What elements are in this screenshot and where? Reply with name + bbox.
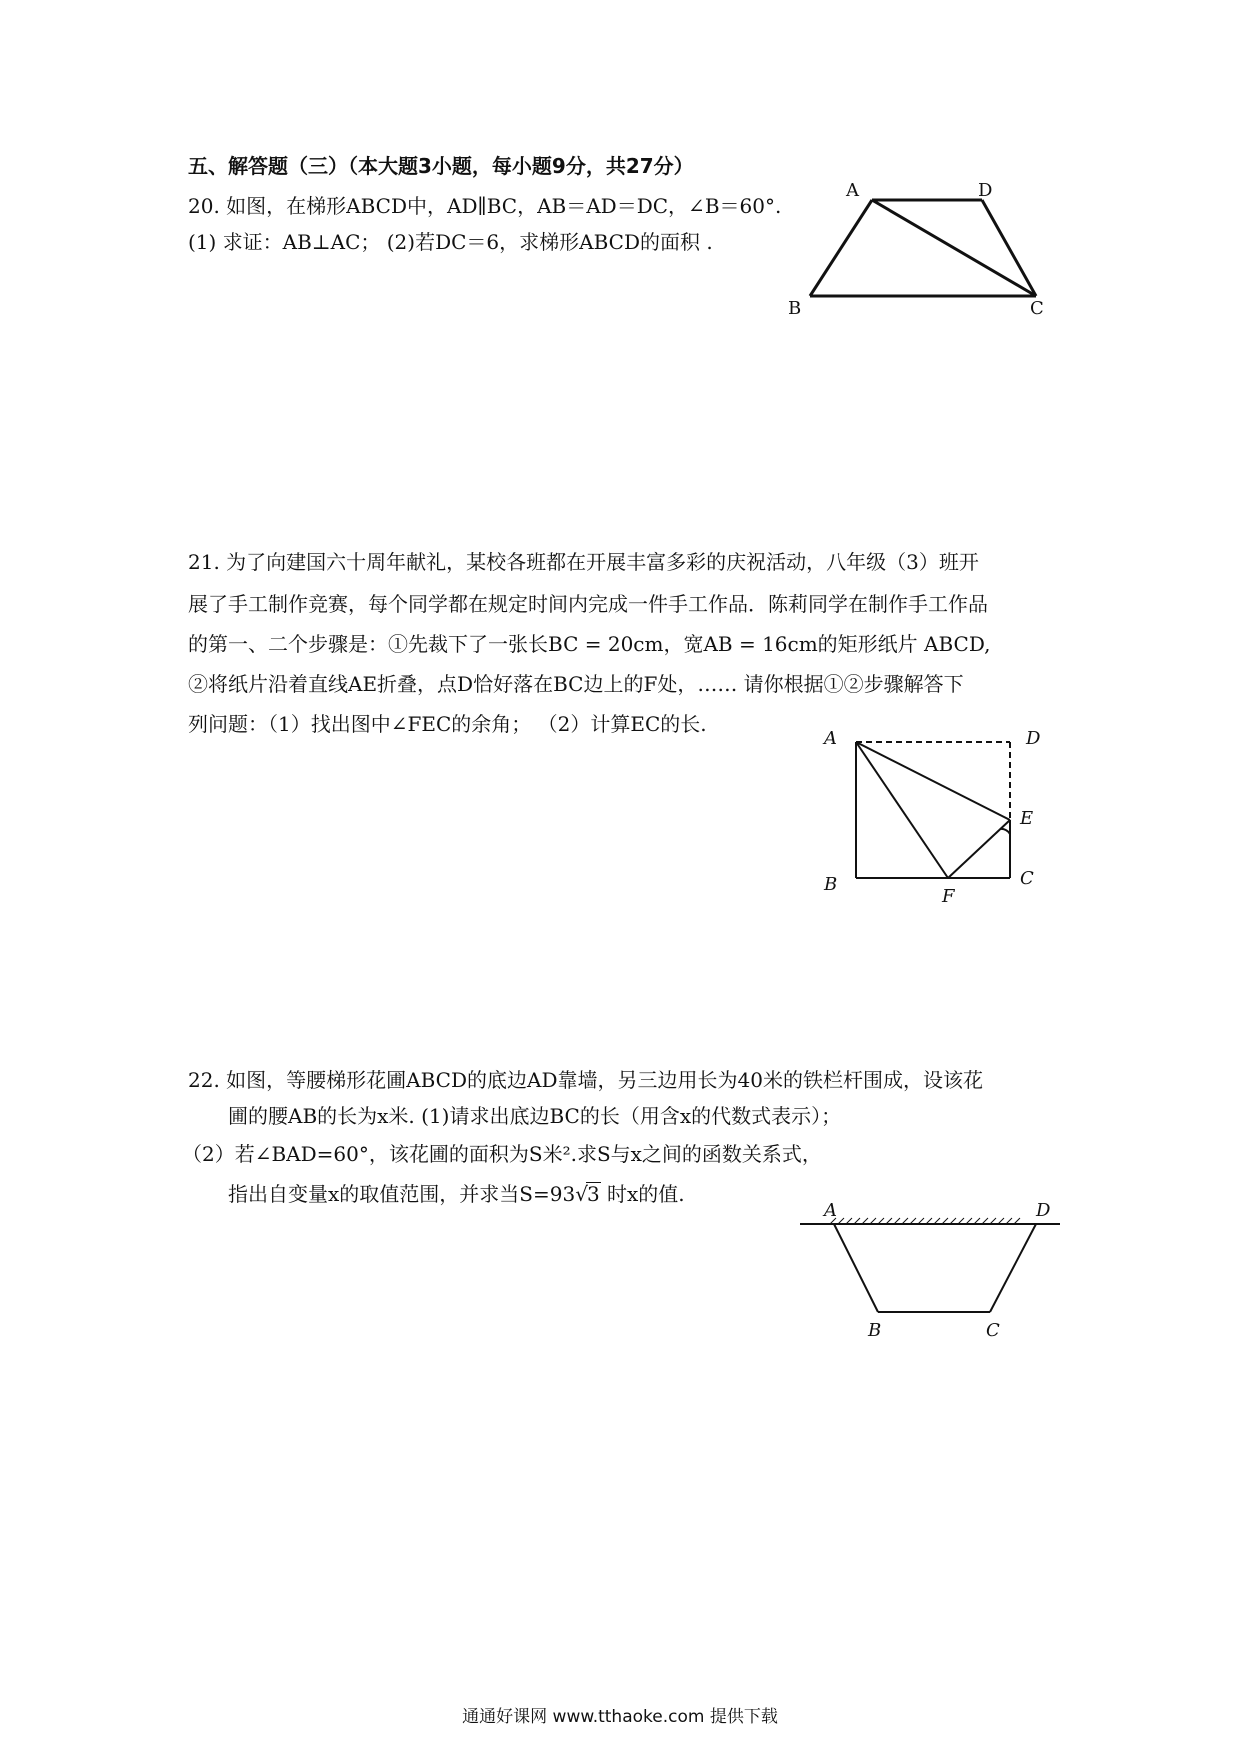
q22-label-c: C xyxy=(986,1320,1000,1340)
q20-label-c: C xyxy=(1030,298,1044,319)
q20-label-b: B xyxy=(788,298,802,319)
q21-line-4: ②将纸片沿着直线AE折叠，点D恰好落在BC边上的F处，…… 请你根据①②步骤解答下 xyxy=(188,672,964,696)
q21-label-a: A xyxy=(824,730,837,749)
q22-line-4: 指出自变量x的取值范围，并求当S=93√3 时x的值. xyxy=(228,1182,685,1206)
q20-line-1: 20. 如图，在梯形ABCD中，AD∥BC，AB＝AD＝DC，∠B＝60°. xyxy=(188,194,782,218)
q22-figure xyxy=(800,1200,1080,1340)
q21-line-3: 的第一、二个步骤是：①先裁下了一张长BC = 20cm，宽AB = 16cm的矩形纸片 ABCD, xyxy=(188,632,991,656)
q20-figure xyxy=(780,172,1060,322)
q21-figure xyxy=(820,730,1080,910)
q21-line-1: 21. 为了向建国六十周年献礼，某校各班都在开展丰富多彩的庆祝活动，八年级（3）班开 xyxy=(188,550,979,574)
q22-line-2: 圃的腰AB的长为x米. (1)请求出底边BC的长（用含x的代数式表示）； xyxy=(228,1104,842,1128)
q22-label-b: B xyxy=(868,1320,882,1340)
q21-label-f: F xyxy=(942,886,955,907)
q21-label-e: E xyxy=(1020,808,1034,829)
q22-line-1: 22. 如图，等腰梯形花圃ABCD的底边AD靠墙，另三边用长为40米的铁栏杆围成，设该花 xyxy=(188,1068,983,1092)
q22-line-4-post: 时x的值. xyxy=(607,1182,685,1206)
q21-line-2: 展了手工制作竞赛，每个同学都在规定时间内完成一件手工作品．陈莉同学在制作手工作品 xyxy=(188,592,988,616)
q20-label-a: A xyxy=(846,180,859,201)
q22-sqrt-radicand: 3 xyxy=(586,1182,600,1206)
q20-label-d: D xyxy=(978,180,993,201)
section-heading: 五、解答题（三）（本大题3小题，每小题9分，共27分） xyxy=(188,154,694,178)
q22-line-3: （2）若∠BAD=60°，该花圃的面积为S米².求S与x之间的函数关系式， xyxy=(182,1142,822,1166)
page-footer: 通通好课网 www.tthaoke.com 提供下载 xyxy=(462,1707,778,1727)
q22-line-4-pre: 指出自变量x的取值范围，并求当S=93 xyxy=(228,1182,576,1206)
q20-line-2: (1) 求证：AB⊥AC； (2)若DC＝6，求梯形ABCD的面积 . xyxy=(188,230,713,254)
q22-label-a: A xyxy=(824,1200,837,1221)
q21-label-d: D xyxy=(1026,730,1041,749)
q22-label-d: D xyxy=(1036,1200,1051,1221)
q21-label-b: B xyxy=(824,874,838,895)
q21-label-c: C xyxy=(1020,868,1034,889)
q21-line-5: 列问题：（1）找出图中∠FEC的余角； （2）计算EC的长. xyxy=(188,712,707,736)
